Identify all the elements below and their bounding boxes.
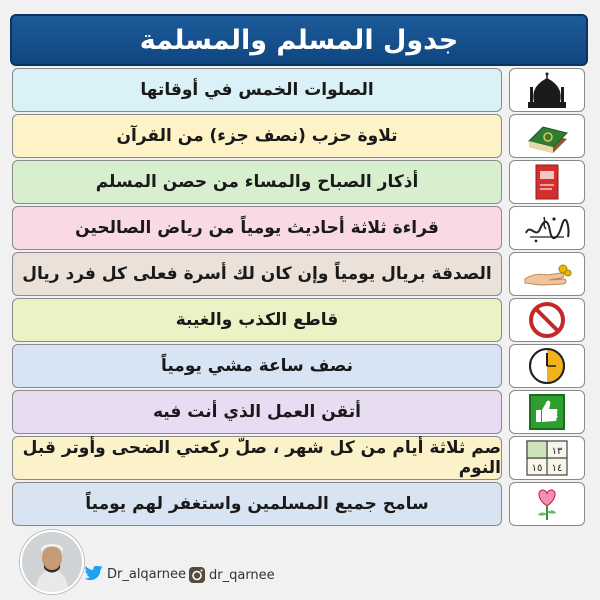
quran-icon	[509, 114, 585, 158]
row-label: تلاوة حزب (نصف جزء) من القرآن	[12, 114, 502, 158]
row-label: الصدقة بريال يومياً وإن كان لك أسرة فعلى كل فرد ريال	[12, 252, 502, 296]
twitter-link[interactable]	[84, 566, 186, 582]
heart-flower-icon	[509, 482, 585, 526]
giving-hand-icon	[509, 252, 585, 296]
twitter-icon	[84, 566, 104, 582]
mosque-icon	[509, 68, 585, 112]
instagram-link[interactable]	[188, 566, 275, 584]
instagram-icon	[188, 566, 206, 584]
row-label: الصلوات الخمس في أوقاتها	[12, 68, 502, 112]
calendar-icon	[509, 436, 585, 480]
table-row	[12, 482, 588, 526]
avatar	[20, 530, 84, 594]
table-row	[12, 390, 588, 434]
twitter-handle: Dr_alqarnee	[107, 566, 187, 582]
table-row	[12, 252, 588, 296]
table-row	[12, 114, 588, 158]
page-title	[10, 14, 588, 66]
row-label: صم ثلاثة أيام من كل شهر ، صلّ ركعتي الضحى وأوتر قبل النوم	[12, 436, 502, 480]
calendar-day-14: ١٤	[551, 463, 563, 474]
prohibited-icon	[509, 298, 585, 342]
row-label: قاطع الكذب والغيبة	[12, 298, 502, 342]
table-row	[12, 436, 588, 480]
table-row	[12, 160, 588, 204]
footer	[20, 530, 420, 594]
table-row	[12, 344, 588, 388]
calendar-day-13: ١٣	[551, 446, 563, 457]
thumbs-up-icon	[509, 390, 585, 434]
instagram-handle: dr_qarnee	[209, 567, 275, 583]
habit-table	[12, 68, 588, 528]
clock-icon	[509, 344, 585, 388]
row-label: أتقن العمل الذي أنت فيه	[12, 390, 502, 434]
row-label: أذكار الصباح والمساء من حصن المسلم	[12, 160, 502, 204]
table-row	[12, 68, 588, 112]
page-title-text: جدول المسلم والمسلمة	[139, 24, 459, 56]
row-label: قراءة ثلاثة أحاديث يومياً من رياض الصالحين	[12, 206, 502, 250]
calendar-day-15: ١٥	[531, 463, 543, 474]
calligraphy-icon	[509, 206, 585, 250]
table-row	[12, 298, 588, 342]
book-icon	[509, 160, 585, 204]
row-label: نصف ساعة مشي يومياً	[12, 344, 502, 388]
table-row	[12, 206, 588, 250]
row-label: سامح جميع المسلمين واستغفر لهم يومياً	[12, 482, 502, 526]
